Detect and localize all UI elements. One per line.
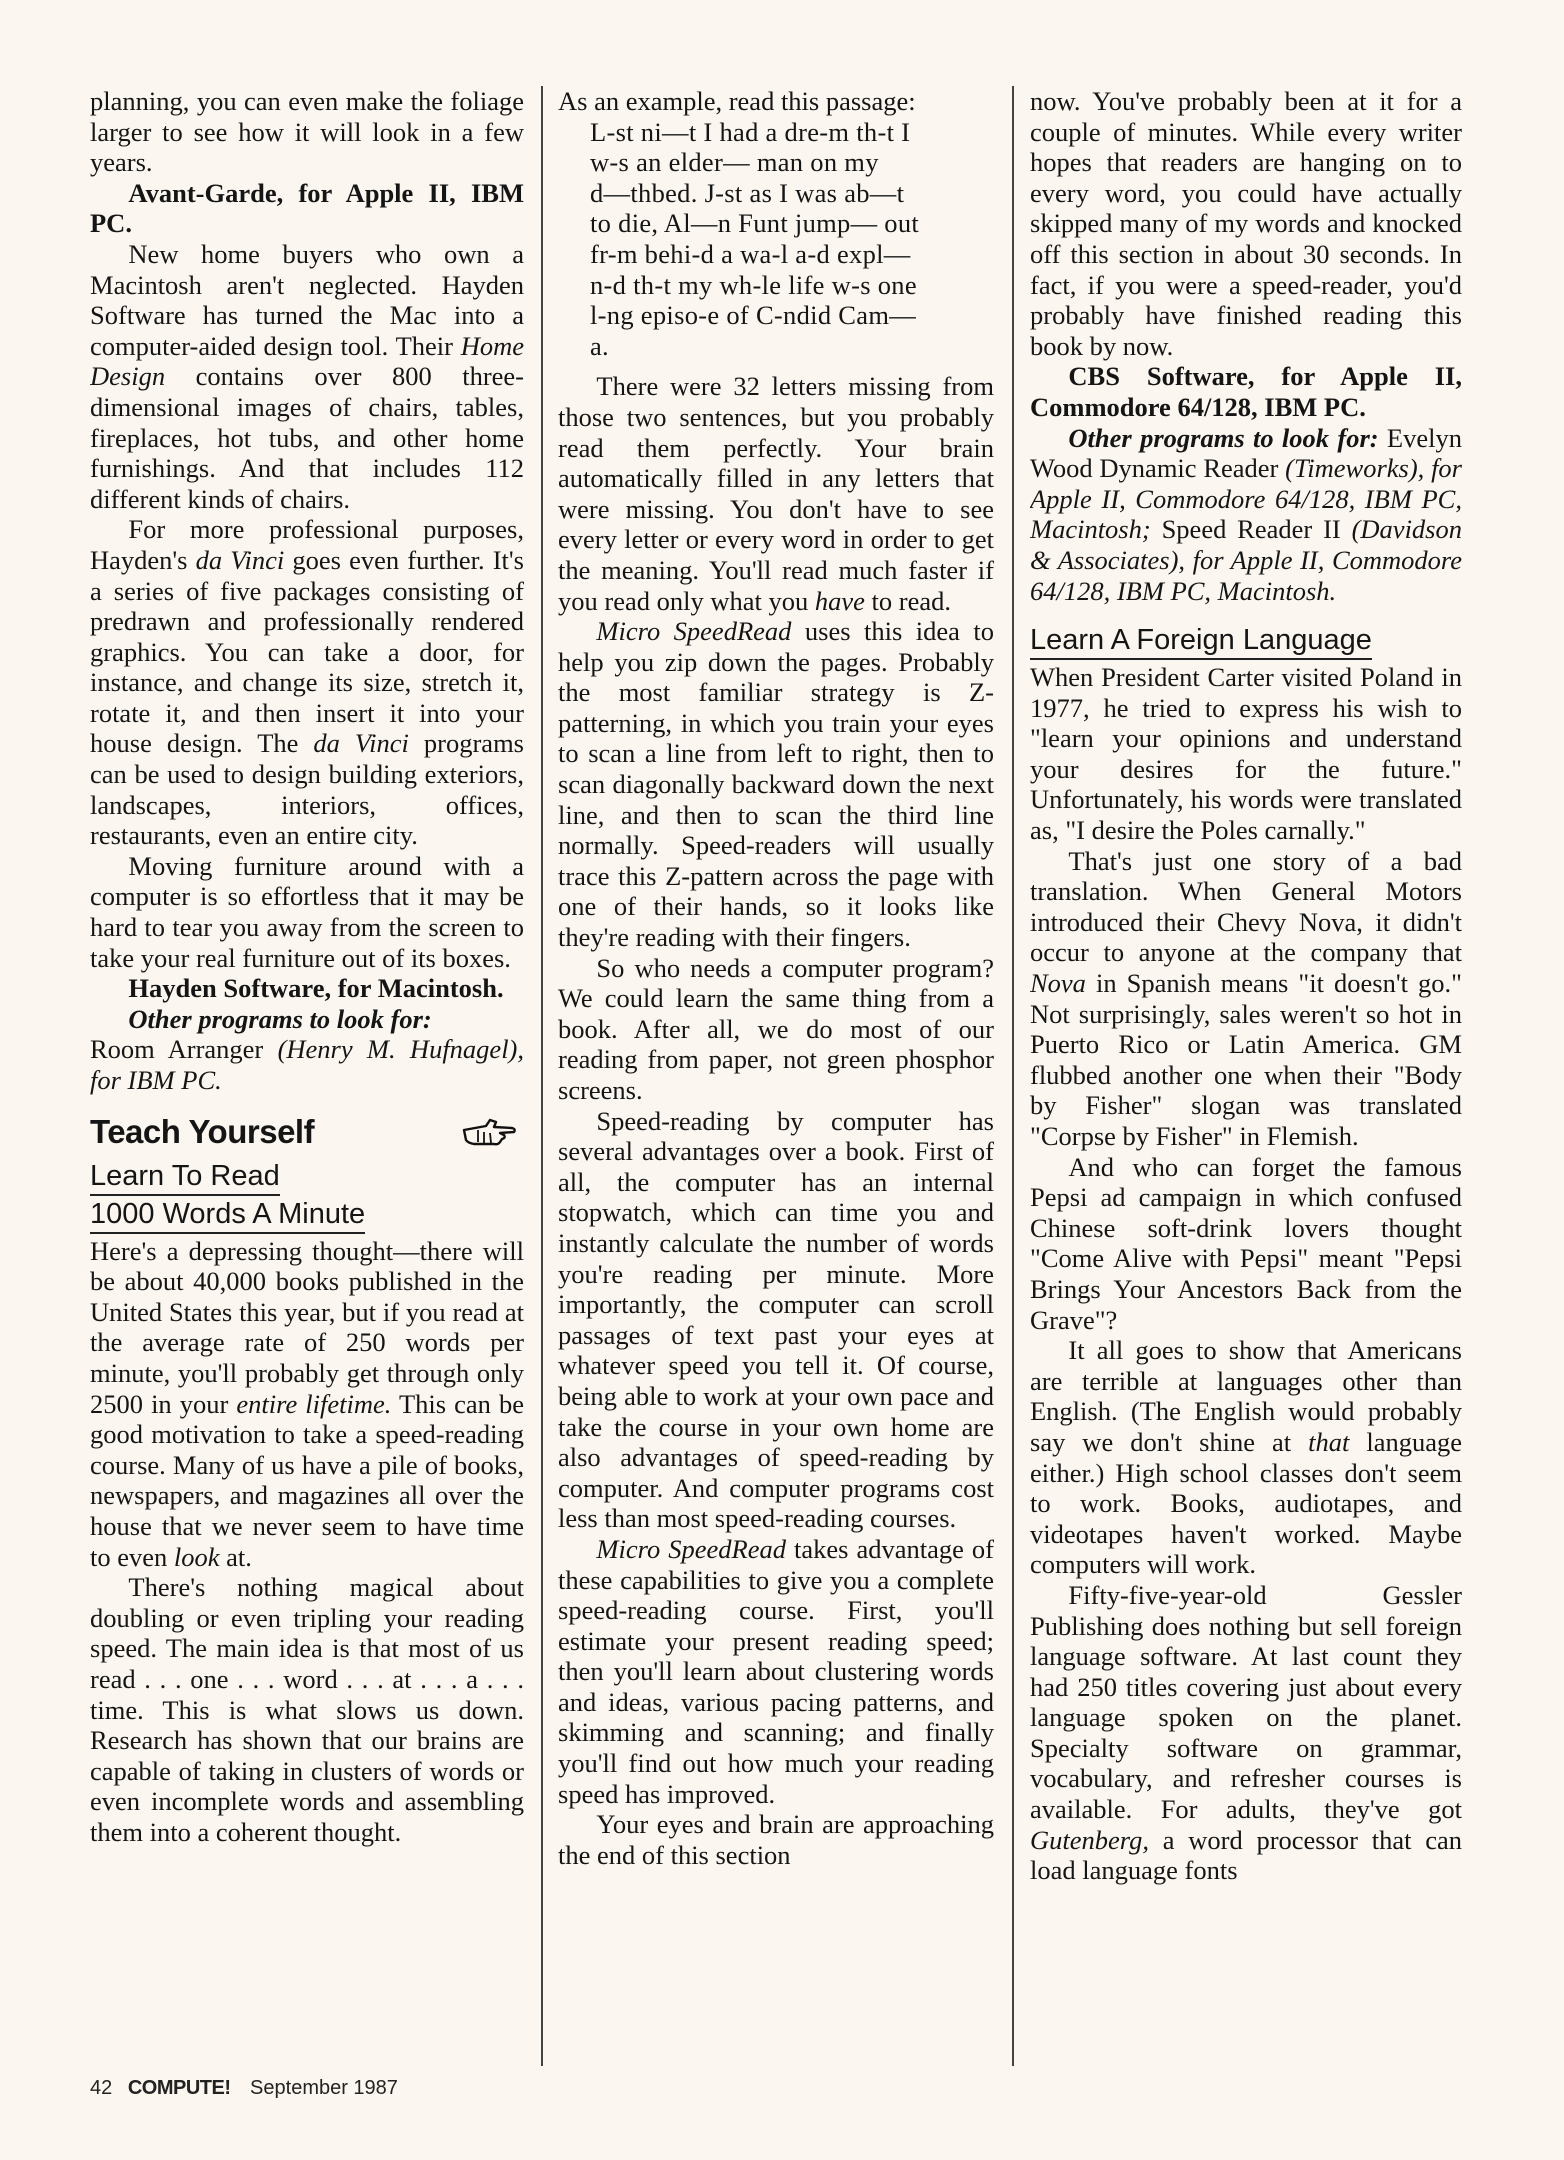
passage-line: fr-m behi-d a wa-l a-d expl—: [590, 238, 911, 269]
subheading: Learn A Foreign Language: [1030, 624, 1462, 660]
paragraph: There were 32 letters missing from those two sentences, but you probably read them perfectly. Your brain automatically filled in any letters that were missing. You don't have to see every letter or every word in order to get the meaning. You'll read much faster if you read only what you have to read.: [558, 371, 994, 616]
passage-line: L-st ni—t I had a dre-m th-t I: [590, 116, 911, 147]
column-rule: [1012, 86, 1014, 2066]
paragraph: It all goes to show that Americans are terrible at languages other than English. (The English would probably say we don't shine at that language either.) High school classes don't seem to work. Books, audiotapes, and videotapes haven't worked. Maybe computers will work.: [1030, 1335, 1462, 1580]
paragraph: Micro SpeedRead takes advantage of these capabilities to give you a complete speed-reading course. First, you'll estimate your present reading speed; then you'll learn about clustering words and ideas, various pacing patterns, and skimming and scanning; and finally you'll find out how much your reading speed has improved.: [558, 1533, 994, 1809]
paragraph: So who needs a computer program? We could learn the same thing from a book. After all, we do most of our reading from paper, not green phosphor screens.: [558, 952, 994, 1105]
paragraph: New home buyers who own a Macintosh aren't neglected. Hayden Software has turned the Mac into a computer-aided design tool. Their Home Design contains over 800 three-dimensional images of chairs, tables, fireplaces, hot tubs, and other home furnishings. And that includes 112 different kinds of chairs.: [90, 238, 524, 514]
other-programs: Other programs to look for: Evelyn Wood Dynamic Reader (Timeworks), for Apple II, Commodore 64/128, IBM PC, Macintosh; Speed Reader II (Davidson & Associates), for Apple II, Commodore 64/128, IBM PC, Macintosh.: [1030, 422, 1462, 606]
page-number: 42: [90, 2077, 113, 2099]
subheading: Learn To Read: [90, 1160, 524, 1196]
paragraph: When President Carter visited Poland in 1977, he tried to express his wish to "learn your opinions and understand your desires for the future." Unfortunately, his words were translated as, "I desire the Poles carnally.": [1030, 662, 1462, 846]
other-programs: Other programs to look for: Room Arranger (Henry M. Hufnagel), for IBM PC.: [90, 1003, 524, 1095]
section-heading: Teach Yourself: [90, 1112, 524, 1152]
subheading: 1000 Words A Minute: [90, 1198, 524, 1234]
passage-line: a.: [590, 330, 609, 361]
passage-line: to die, Al—n Funt jump— out: [590, 208, 920, 239]
passage-line: l-ng episo-e of C-ndid Cam—: [590, 300, 917, 331]
passage-line: n-d th-t my wh-le life w-s one: [590, 269, 917, 300]
byline: Avant-Garde, for Apple II, IBM PC.: [90, 177, 524, 239]
passage-line: d—thbed. J-st as I was ab—t: [590, 177, 905, 208]
paragraph: planning, you can even make the foliage larger to see how it will look in a few years.: [90, 86, 524, 178]
column-3: [1030, 86, 1462, 2056]
byline: Hayden Software, for Macintosh.: [128, 973, 504, 1004]
paragraph: Here's a depressing thought—there will be about 40,000 books published in the United States this year, but if you read at the average rate of 250 words per minute, you'll probably get through only 2500 in your entire lifetime. This can be good motivation to take a speed-reading course. Many of us have a pile of books, newspapers, and magazines all over the house that we never seem to have time to even look at.: [90, 1235, 524, 1572]
byline: CBS Software, for Apple II, Commodore 64/128, IBM PC.: [1030, 361, 1462, 422]
column-2: [558, 86, 994, 2056]
page-footer: [90, 2077, 398, 2100]
passage-line: w-s an elder— man on my: [590, 147, 879, 178]
paragraph: Moving furniture around with a computer is so effortless that it may be hard to tear you away from the screen to take your real furniture out of its boxes.: [90, 850, 524, 973]
paragraph: For more professional purposes, Hayden's da Vinci goes even further. It's a series of five packages consisting of predrawn and professionally rendered graphics. You can take a door, for instance, and change its size, stretch it, rotate it, and then insert it into your house design. The da Vinci programs can be used to design building exteriors, landscapes, interiors, offices, restaurants, even an entire city.: [90, 514, 524, 851]
paragraph: As an example, read this passage:: [558, 86, 916, 116]
pointing-hand-icon: [460, 1116, 518, 1148]
paragraph: And who can forget the famous Pepsi ad campaign in which confused Chinese soft-drink lovers thought "Come Alive with Pepsi" meant "Pepsi Brings Your Ancestors Back from the Grave"?: [1030, 1151, 1462, 1335]
paragraph: now. You've probably been at it for a couple of minutes. While every writer hopes that readers are hanging on to every word, you could have actually skipped many of my words and knocked off this section in about 30 seconds. In fact, if you were a speed-reader, you'd probably have finished reading this book by now.: [1030, 86, 1462, 361]
issue-date: September 1987: [250, 2077, 398, 2099]
paragraph: Micro SpeedRead uses this idea to help you zip down the pages. Probably the most familiar strategy is Z-patterning, in which you train your eyes to scan a line from left to right, then to scan diagonally backward down the next line, and then to scan the third line normally. Speed-readers will usually trace this Z-pattern across the page with one of their hands, so it looks like they're reading with their fingers.: [558, 616, 994, 953]
column-rule: [541, 86, 543, 2066]
column-1: [90, 86, 524, 2056]
paragraph: Fifty-five-year-old Gessler Publishing does nothing but sell foreign language software. At last count they had 250 titles covering just about every language spoken on the planet. Specialty software on grammar, vocabulary, and refresher courses is available. For adults, they've got Gutenberg, a word processor that can load language fonts: [1030, 1579, 1462, 1886]
paragraph: Speed-reading by computer has several advantages over a book. First of all, the computer has an internal stopwatch, which can time you and instantly calculate the number of words you're reading per minute. More importantly, the computer can scroll passages of text past your eyes at whatever speed you tell it. Of course, being able to work at your own pace and take the course in your own home are also advantages of speed-reading by computer. And computer programs cost less than most speed-reading courses.: [558, 1105, 994, 1534]
paragraph: That's just one story of a bad translation. When General Motors introduced their Chevy Nova, it didn't occur to anyone at the company that Nova in Spanish means "it doesn't go." Not surprisingly, sales weren't so hot in Puerto Rico or Latin America. GM flubbed another one when their "Body by Fisher" slogan was translated "Corpse by Fisher" in Flemish.: [1030, 845, 1462, 1151]
magazine-logo: COMPUTE!: [127, 2077, 231, 2099]
example-passage: [558, 117, 994, 362]
paragraph: There's nothing magical about doubling or even tripling your reading speed. The main idea is that most of us read . . . one . . . word . . . at . . . a . . . time. This is what slows us down. Research has shown that our brains are capable of taking in clusters of words or even incomplete words and assembling them into a coherent thought.: [90, 1572, 524, 1847]
paragraph: Your eyes and brain are approaching the end of this section: [558, 1809, 994, 1870]
